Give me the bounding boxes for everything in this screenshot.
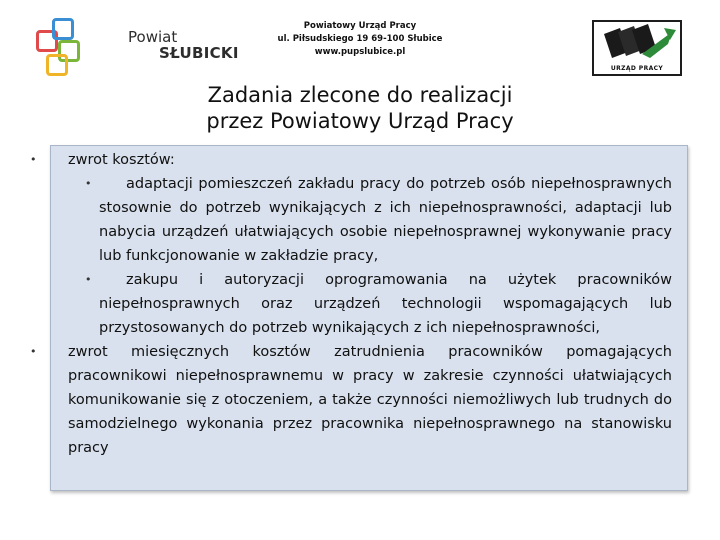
logo-wordmark — [88, 30, 247, 62]
logo-square-yellow — [46, 54, 68, 76]
title-line-1: Zadania zlecone do realizacji — [207, 83, 513, 107]
bullet: • — [30, 345, 37, 358]
list-subitem — [28, 172, 680, 268]
list-item-text: zwrot miesięcznych kosztów zatrudnienia pracowników pomagających pracownikowi niepełnosprawnemu w pracy w zakresie czynności ułatwiających komunikowanie się z otoczeniem, a także czynności niemożliwych lub trudnych do samodzielnego wykonania przez pracownika niepełnosprawnego na stanowisku pracy — [68, 344, 672, 456]
office-header — [260, 20, 460, 59]
list-item — [28, 340, 680, 460]
bullet: • — [30, 153, 37, 166]
powiat-slubicki-logo — [32, 16, 239, 80]
page-title — [150, 82, 570, 134]
urzad-pracy-emblem-icon — [598, 24, 678, 66]
office-address: ul. Piłsudskiego 19 69-100 Słubice — [277, 34, 443, 44]
bullet: • — [85, 273, 92, 286]
list-item — [28, 148, 680, 172]
urzad-pracy-caption: URZĄD PRACY — [610, 65, 664, 72]
list-subitem-text: zakupu i autoryzacji oprogramowania na użytek pracowników niepełnosprawnych oraz urządzeń technologii wspomagających lub przystosowanych do potrzeb wynikających z ich niepełnosprawności, — [99, 272, 672, 336]
logo-square-blue — [52, 18, 74, 40]
bullet: • — [85, 177, 92, 190]
logo-squares-icon — [32, 16, 86, 80]
list-subitem-text: adaptacji pomieszczeń zakładu pracy do potrzeb osób niepełnosprawnych stosownie do potrzeb wynikających z ich niepełnosprawności, adaptacji lub nabycia urządzeń ułatwiających osobie niepełnosprawnej wykonywanie pracy lub funkcjonowanie w zakładzie pracy, — [99, 176, 672, 264]
task-list — [28, 148, 680, 460]
logo-line-1: Powiat — [128, 28, 178, 46]
title-line-2: przez Powiatowy Urząd Pracy — [206, 109, 514, 133]
urzad-pracy-logo — [592, 20, 682, 76]
list-item-text: zwrot kosztów: — [68, 152, 175, 168]
list-subitem — [28, 268, 680, 340]
logo-line-2: SŁUBICKI — [159, 43, 239, 62]
office-name: Powiatowy Urząd Pracy — [303, 21, 417, 31]
office-website: www.pupslubice.pl — [314, 47, 406, 57]
